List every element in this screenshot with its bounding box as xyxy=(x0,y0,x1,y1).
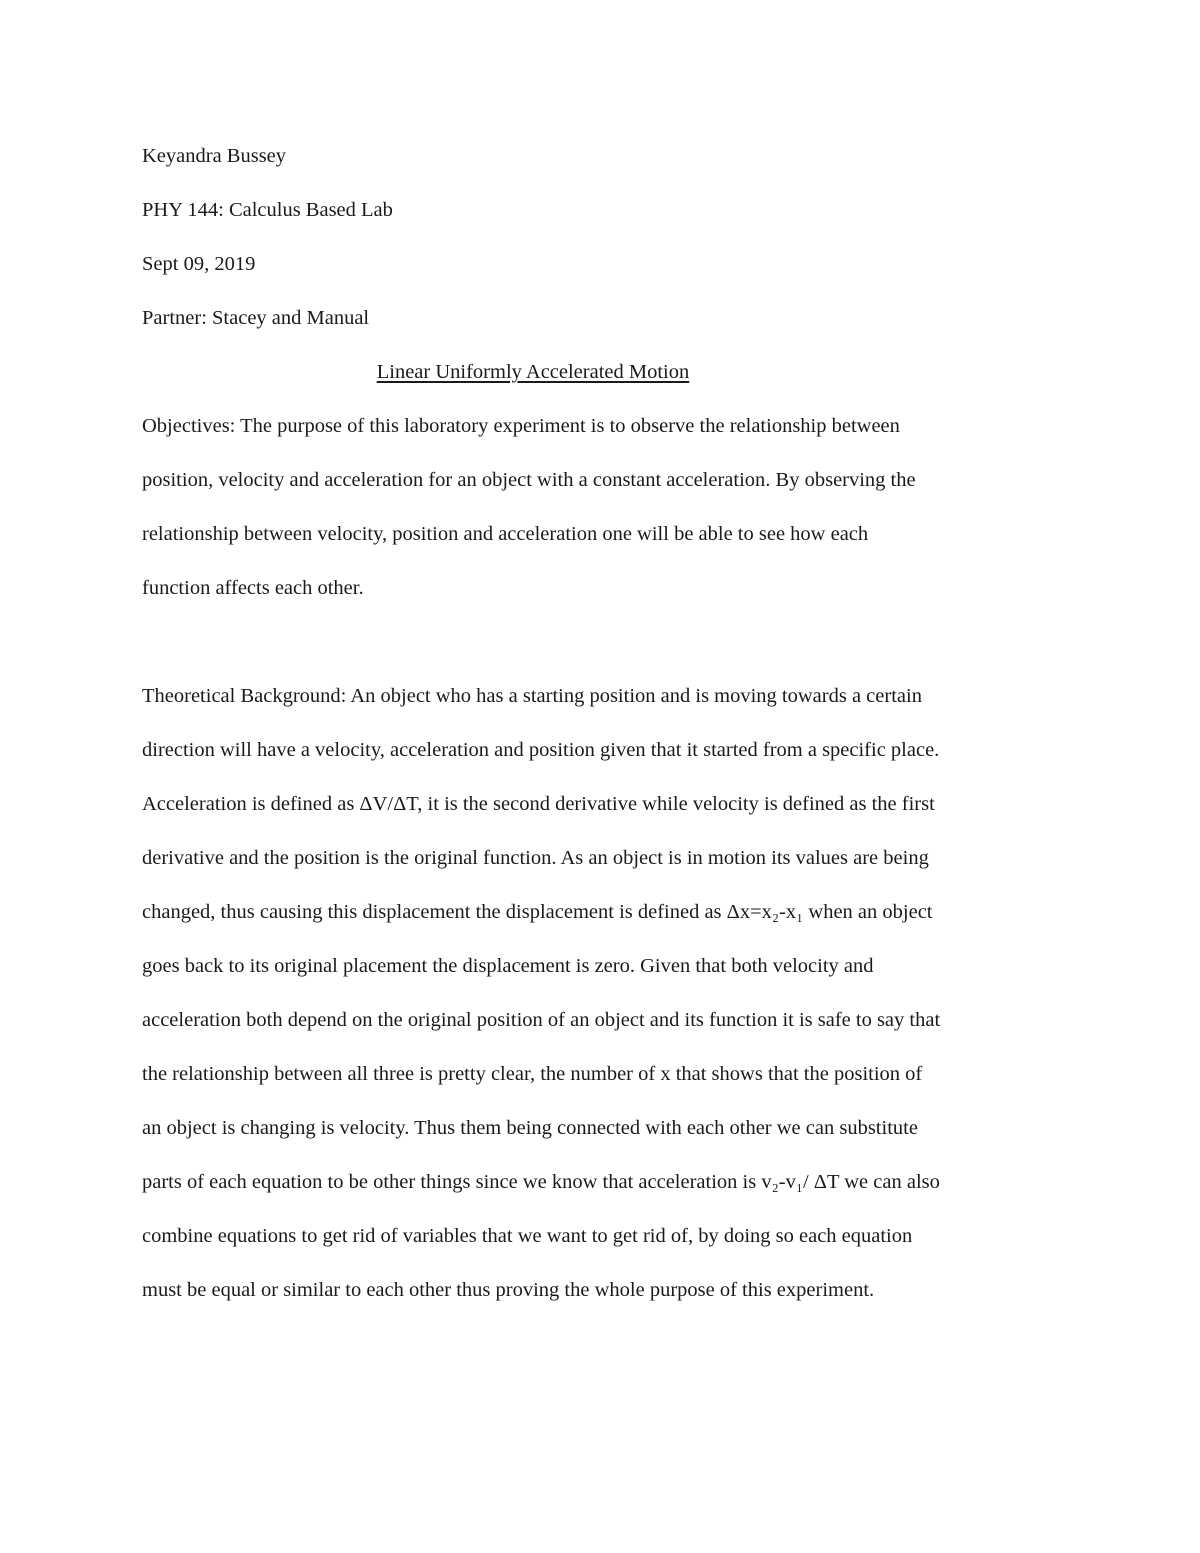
background-line: parts of each equation to be other things since we know that acceleration is v₂-v₁/ ΔT we can also xyxy=(142,1171,940,1193)
background-line: Theoretical Background: An object who has a starting position and is moving towards a certain xyxy=(142,685,922,707)
background-line: must be equal or similar to each other thus proving the whole purpose of this experiment. xyxy=(142,1279,875,1301)
background-line: direction will have a velocity, acceleration and position given that it started from a specific place. xyxy=(142,739,940,761)
lab-partners: Partner: Stacey and Manual xyxy=(142,307,370,329)
background-line: the relationship between all three is pretty clear, the number of x that shows that the position of xyxy=(142,1063,923,1085)
background-line: changed, thus causing this displacement the displacement is defined as Δx=x₂-x₁ when an object xyxy=(142,901,933,923)
objectives-line: position, velocity and acceleration for an object with a constant acceleration. By observing the xyxy=(142,469,916,491)
background-line: an object is changing is velocity. Thus them being connected with each other we can substitute xyxy=(142,1117,918,1139)
document-title-line xyxy=(0,362,1066,383)
objectives-line: Objectives: The purpose of this laboratory experiment is to observe the relationship between xyxy=(142,415,900,437)
document-title: Linear Uniformly Accelerated Motion xyxy=(376,361,690,383)
background-line: acceleration both depend on the original position of an object and its function it is safe to say that xyxy=(142,1009,941,1031)
background-line: combine equations to get rid of variables that we want to get rid of, by doing so each equation xyxy=(142,1225,913,1247)
report-date: Sept 09, 2019 xyxy=(142,253,256,275)
objectives-line: relationship between velocity, position and acceleration one will be able to see how each xyxy=(142,523,869,545)
course-name: PHY 144: Calculus Based Lab xyxy=(142,199,393,221)
objectives-line: function affects each other. xyxy=(142,577,364,599)
author-name: Keyandra Bussey xyxy=(142,145,287,167)
background-line: derivative and the position is the original function. As an object is in motion its values are being xyxy=(142,847,929,869)
background-line: Acceleration is defined as ΔV/ΔT, it is the second derivative while velocity is defined as the first xyxy=(142,793,935,815)
background-line: goes back to its original placement the displacement is zero. Given that both velocity and xyxy=(142,955,874,977)
